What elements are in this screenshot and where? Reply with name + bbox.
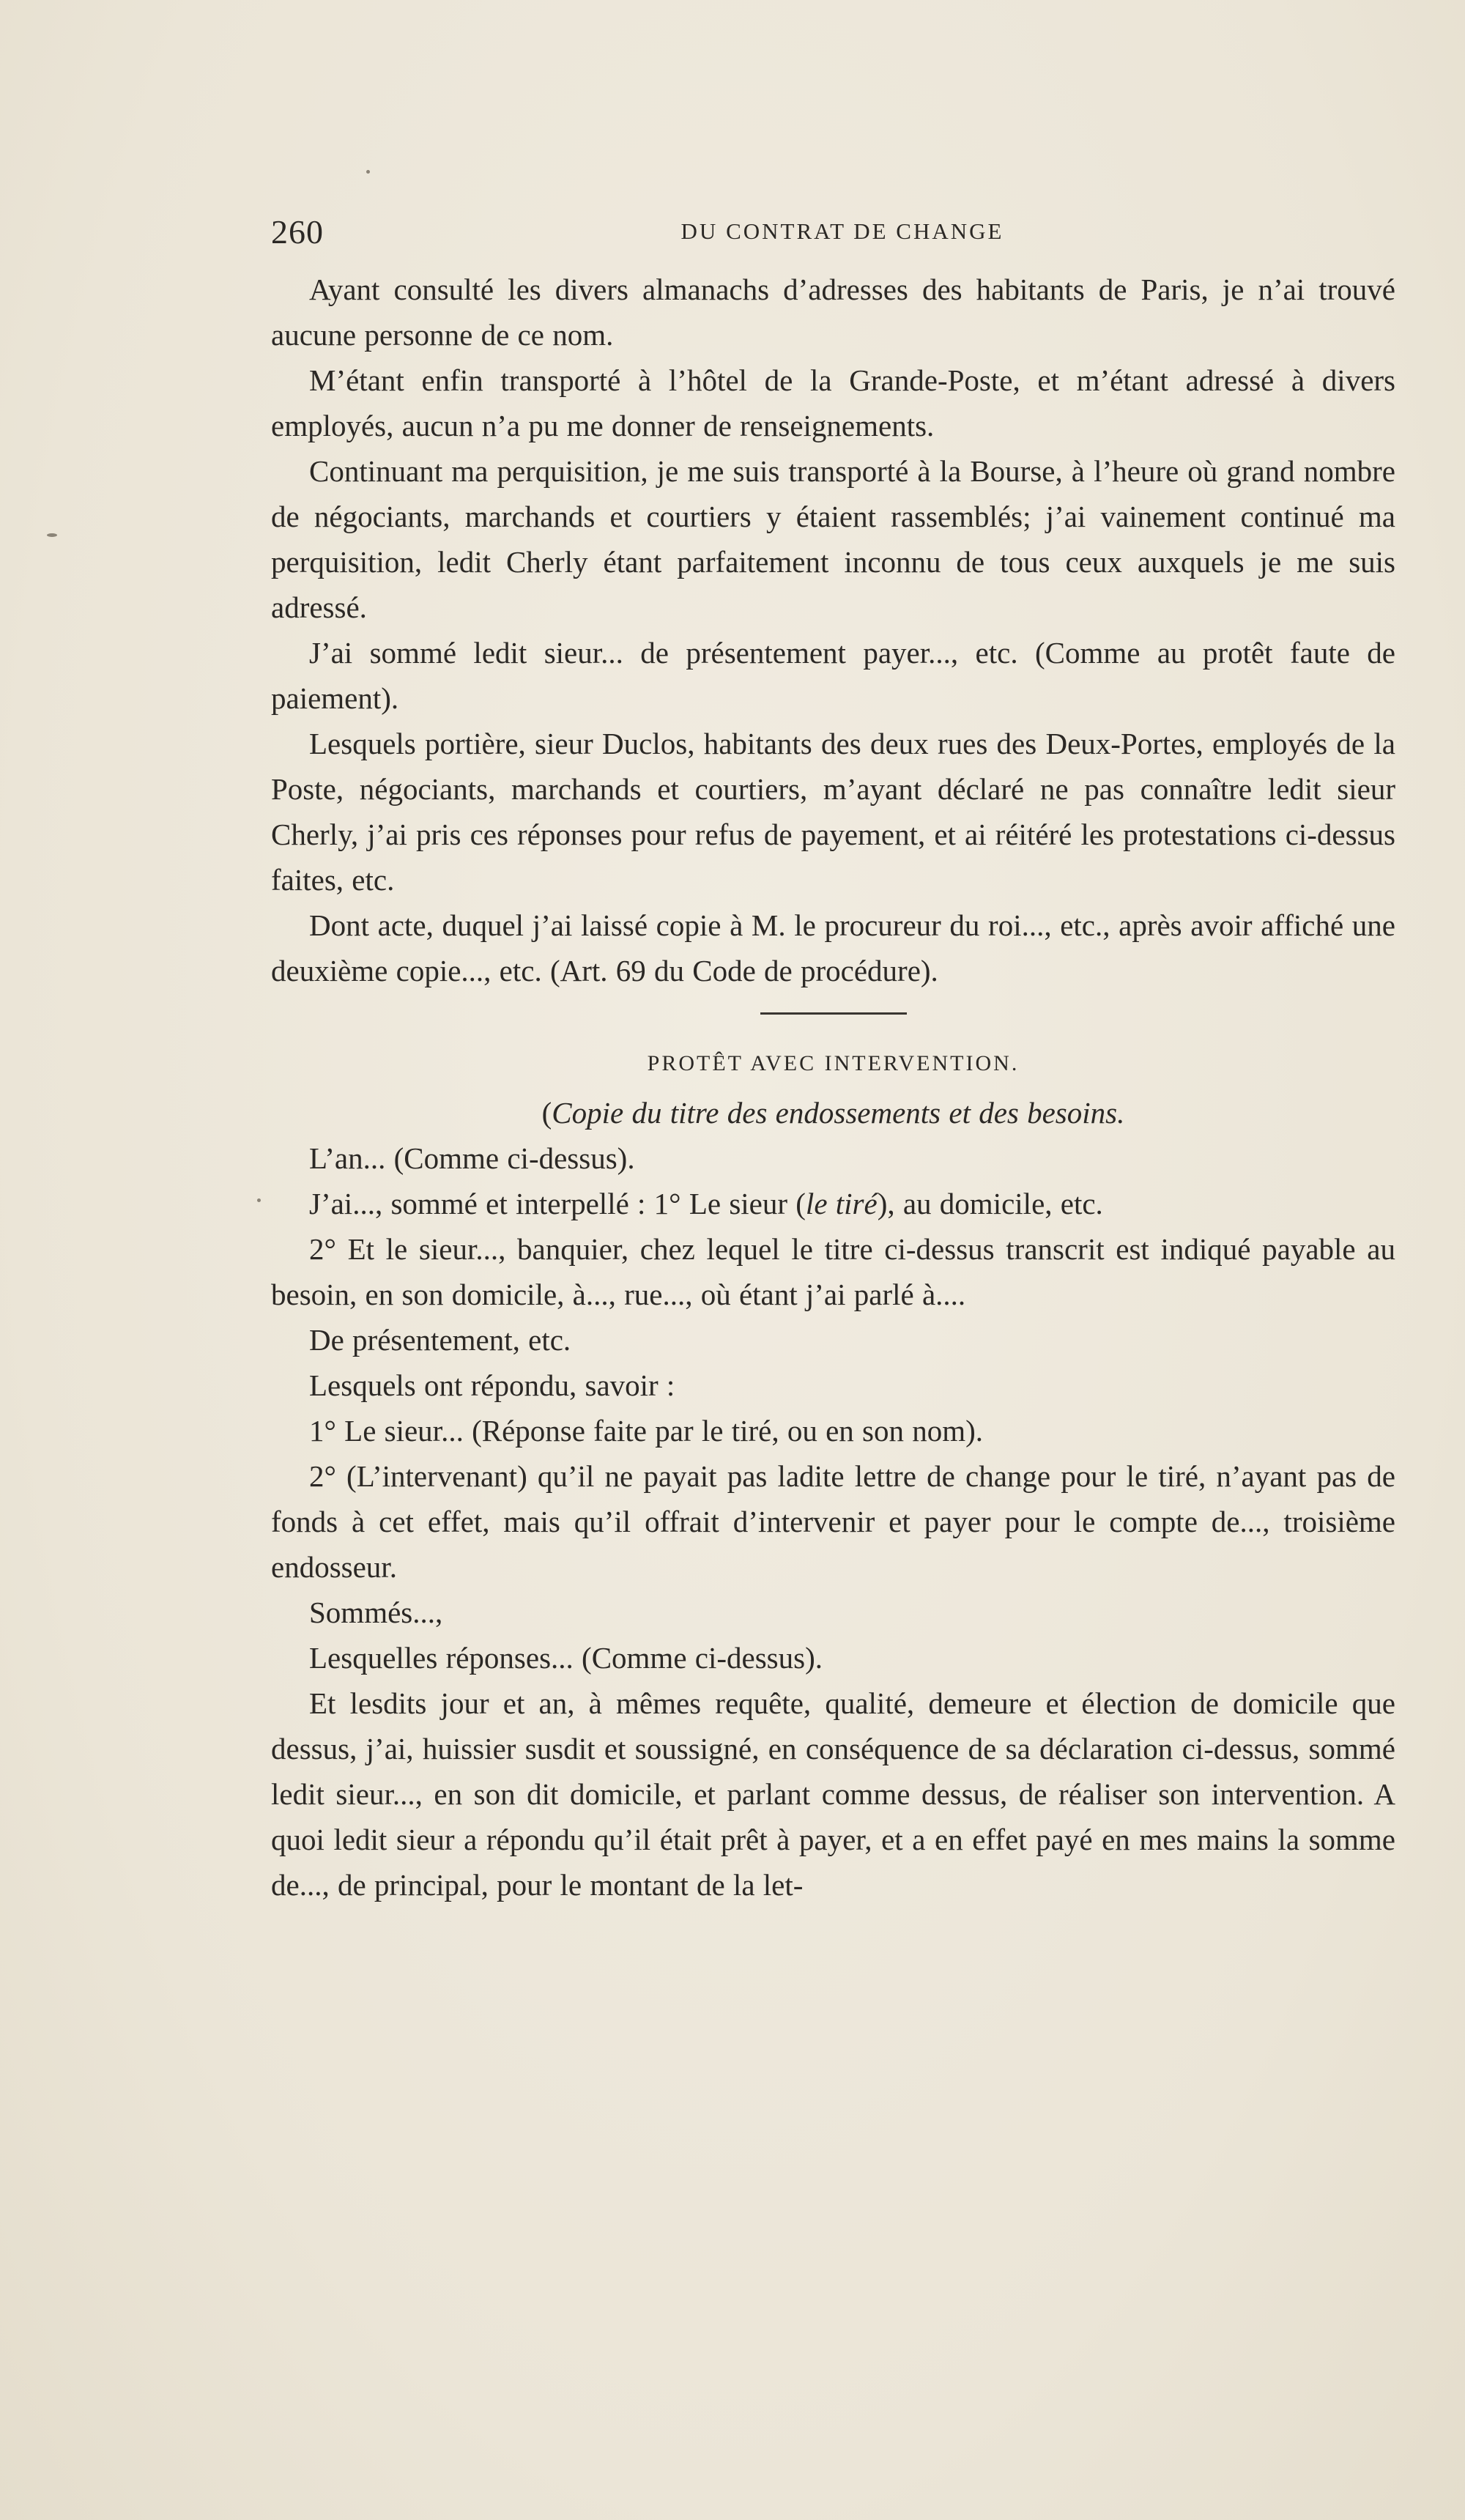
paragraph: L’an... (Comme ci-dessus).: [309, 1141, 635, 1175]
paragraph: Continuant ma perquisition, je me suis transporté à la Bourse, à l’heure où grand nombre de négociants, marchands et courtiers y étaient rassemblés; j’ai vainement continué ma perquisition, ledit Cherly étant parfaitement inconnu de tous ceux auxquels je me suis adressé.: [271, 454, 1395, 624]
paragraph: Lesquels ont répondu, savoir :: [309, 1368, 675, 1402]
paragraph: J’ai sommé ledit sieur... de présentement payer..., etc. (Comme au protêt faute de paiement).: [271, 636, 1395, 715]
paragraph-text: J’ai..., sommé et interpellé : 1° Le sieur (: [309, 1187, 806, 1220]
section-divider: [760, 1012, 907, 1015]
paragraph: Ayant consulté les divers almanachs d’adresses des habitants de Paris, je n’ai trouvé aucune personne de ce nom.: [271, 273, 1395, 352]
ink-speck: [47, 533, 57, 537]
paragraph: 2° Et le sieur..., banquier, chez lequel le titre ci-dessus transcrit est indiqué payable au besoin, en son domicile, à..., rue..., où étant j’ai parlé à....: [271, 1232, 1395, 1311]
ink-speck: [366, 170, 370, 174]
page-number: 260: [271, 213, 324, 251]
paragraph: De présentement, etc.: [309, 1323, 571, 1357]
paragraph: 1° Le sieur... (Réponse faite par le tiré, ou en son nom).: [309, 1414, 984, 1448]
paragraph: [271, 1181, 1395, 1226]
section-subtitle: [271, 1090, 1395, 1135]
paragraph: Lesquels portière, sieur Duclos, habitants des deux rues des Deux-Portes, employés de la Poste, négociants, marchands et courtiers, m’ayant déclaré ne pas connaître ledit sieur Cherly, j’ai pris ces réponses pour refus de payement, et ai réitéré les protestations ci-dessus faites, etc.: [271, 727, 1395, 897]
ink-speck: [257, 1198, 261, 1202]
subtitle-parenthesis: (: [541, 1096, 552, 1130]
paragraph-text: ), au domicile, etc.: [877, 1187, 1103, 1220]
section-title: PROTÊT AVEC INTERVENTION.: [647, 1051, 1020, 1075]
paragraph: Sommés...,: [309, 1596, 443, 1629]
paragraph: 2° (L’intervenant) qu’il ne payait pas ladite lettre de change pour le tiré, n’ayant pas de fonds à cet effet, mais qu’il offrait d’intervenir et payer pour le compte de..., troisième endosseur.: [271, 1459, 1395, 1584]
subtitle-text: Copie du titre des endossements et des besoins.: [552, 1096, 1125, 1130]
paragraph: M’étant enfin transporté à l’hôtel de la Grande-Poste, et m’étant adressé à divers employés, aucun n’a pu me donner de renseignements.: [271, 363, 1395, 442]
running-title: DU CONTRAT DE CHANGE: [680, 218, 1004, 244]
paragraph: Lesquelles réponses... (Comme ci-dessus).: [309, 1641, 823, 1675]
body-text: [271, 267, 1395, 1908]
paragraph: Et lesdits jour et an, à mêmes requête, qualité, demeure et élection de domicile que dessus, j’ai, huissier susdit et soussigné, en conséquence de sa déclaration ci-dessus, sommé ledit sieur..., en son dit domicile, et parlant comme dessus, de réaliser son intervention. A quoi ledit sieur a répondu qu’il était prêt à payer, et a en effet payé en mes mains la somme de..., de principal, pour le montant de la let-: [271, 1686, 1395, 1902]
italic-term: le tiré: [805, 1187, 878, 1220]
page-header: [271, 212, 1395, 256]
paragraph: Dont acte, duquel j’ai laissé copie à M. le procureur du roi..., etc., après avoir affiché une deuxième copie..., etc. (Art. 69 du Code de procédure).: [271, 908, 1395, 987]
